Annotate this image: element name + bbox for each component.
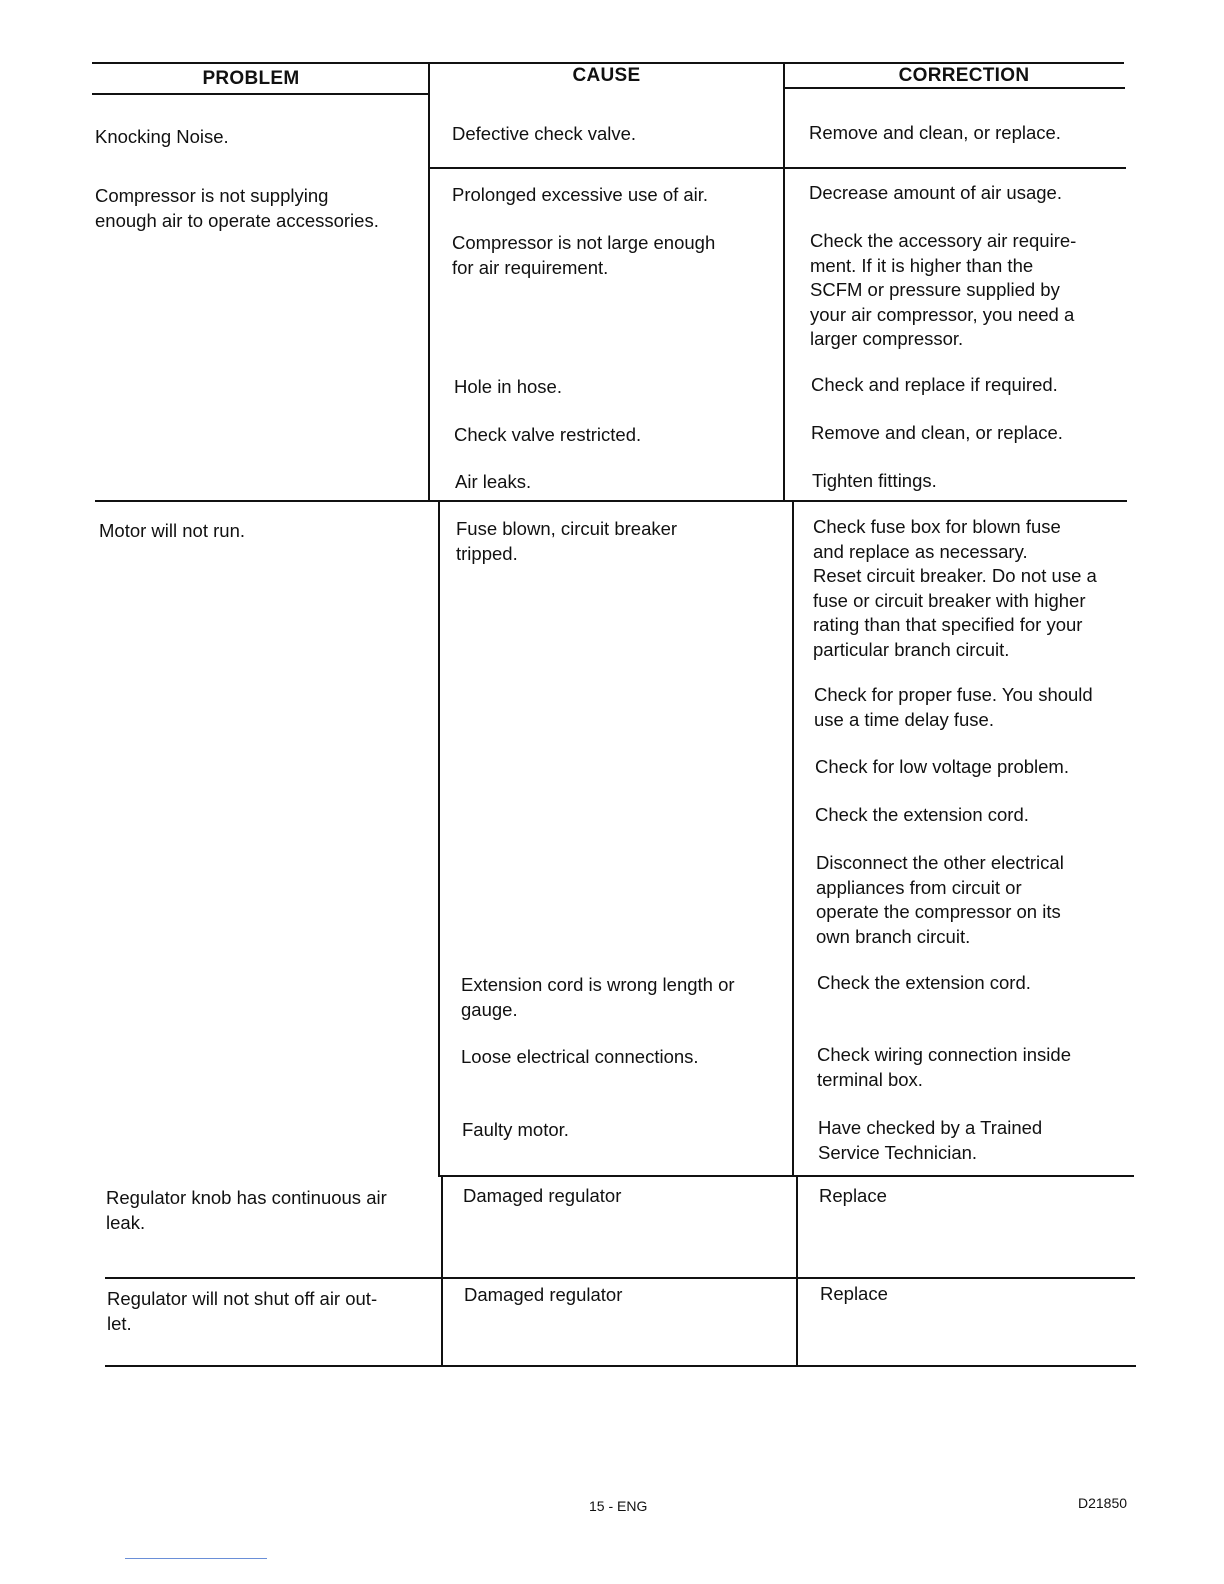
cause-cell: Damaged regulator xyxy=(464,1284,623,1305)
correction-cell: Remove and clean, or replace. xyxy=(809,122,1061,143)
correction-cell: Replace xyxy=(819,1185,887,1206)
header-bottom-rule xyxy=(92,93,430,95)
correction-cell: Check and replace if required. xyxy=(811,374,1058,395)
cause-cell: Fuse blown, circuit breaker tripped. xyxy=(456,518,678,564)
cause-cell: Prolonged excessive use of air. xyxy=(452,184,709,205)
problem-cell: Compressor is not supplying enough air to operate accessories. xyxy=(95,185,379,231)
row-divider xyxy=(430,167,1126,169)
cause-cell: Compressor is not large enough for air requirement. xyxy=(452,232,716,278)
correction-header: CORRECTION xyxy=(898,65,1030,86)
correction-cell: Replace xyxy=(820,1283,888,1304)
correction-cell: Check fuse box for blown fuse and replace as necessary. Reset circuit breaker. Do not use a fuse or circuit breaker with higher rating than that specified for your particular branch circuit. xyxy=(813,516,1097,660)
column-divider xyxy=(796,1175,798,1367)
problem-header: PROBLEM xyxy=(202,68,300,89)
document-code: D21850 xyxy=(1078,1495,1128,1511)
column-divider xyxy=(428,62,430,502)
correction-cell: Check the accessory air require- ment. If it is higher than the SCFM or pressure supplied by your air compressor, you need a larger compressor. xyxy=(810,230,1077,349)
problem-cell: Regulator will not shut off air out- let. xyxy=(107,1288,378,1334)
correction-cell: Check for proper fuse. You should use a time delay fuse. xyxy=(814,684,1093,730)
cause-cell: Faulty motor. xyxy=(462,1119,569,1140)
header-bottom-rule xyxy=(785,87,1125,89)
cause-cell: Damaged regulator xyxy=(463,1185,622,1206)
page-number: 15 - ENG xyxy=(589,1498,648,1514)
row-divider xyxy=(105,1277,1135,1279)
correction-cell: Check the extension cord. xyxy=(815,804,1029,825)
cause-cell: Air leaks. xyxy=(455,471,532,492)
correction-cell: Check the extension cord. xyxy=(817,972,1031,993)
scan-artifact-line xyxy=(125,1558,267,1559)
problem-cell: Motor will not run. xyxy=(99,520,245,541)
cause-cell: Loose electrical connections. xyxy=(461,1046,699,1067)
row-divider xyxy=(95,500,1127,502)
correction-cell: Remove and clean, or replace. xyxy=(811,422,1063,443)
correction-cell: Have checked by a Trained Service Technician. xyxy=(818,1117,1043,1163)
cause-cell: Check valve restricted. xyxy=(454,424,642,445)
correction-cell: Check wiring connection inside terminal box. xyxy=(817,1044,1071,1090)
correction-cell: Decrease amount of air usage. xyxy=(809,182,1062,203)
column-divider xyxy=(441,1175,443,1367)
table-bottom-rule xyxy=(105,1365,1136,1367)
column-divider xyxy=(783,62,785,502)
cause-cell: Extension cord is wrong length or gauge. xyxy=(461,974,735,1020)
correction-cell: Check for low voltage problem. xyxy=(815,756,1069,777)
cause-cell: Hole in hose. xyxy=(454,376,562,397)
column-divider xyxy=(438,500,440,1177)
problem-cell: Regulator knob has continuous air leak. xyxy=(106,1187,387,1233)
row-divider xyxy=(440,1175,1134,1177)
table-top-rule xyxy=(92,62,1124,64)
correction-cell: Tighten fittings. xyxy=(812,470,937,491)
column-divider xyxy=(792,500,794,1177)
cause-cell: Defective check valve. xyxy=(452,123,637,144)
correction-cell: Disconnect the other electrical appliances from circuit or operate the compressor on its own branch circuit. xyxy=(816,852,1064,947)
cause-header: CAUSE xyxy=(572,65,641,86)
problem-cell: Knocking Noise. xyxy=(95,126,229,147)
